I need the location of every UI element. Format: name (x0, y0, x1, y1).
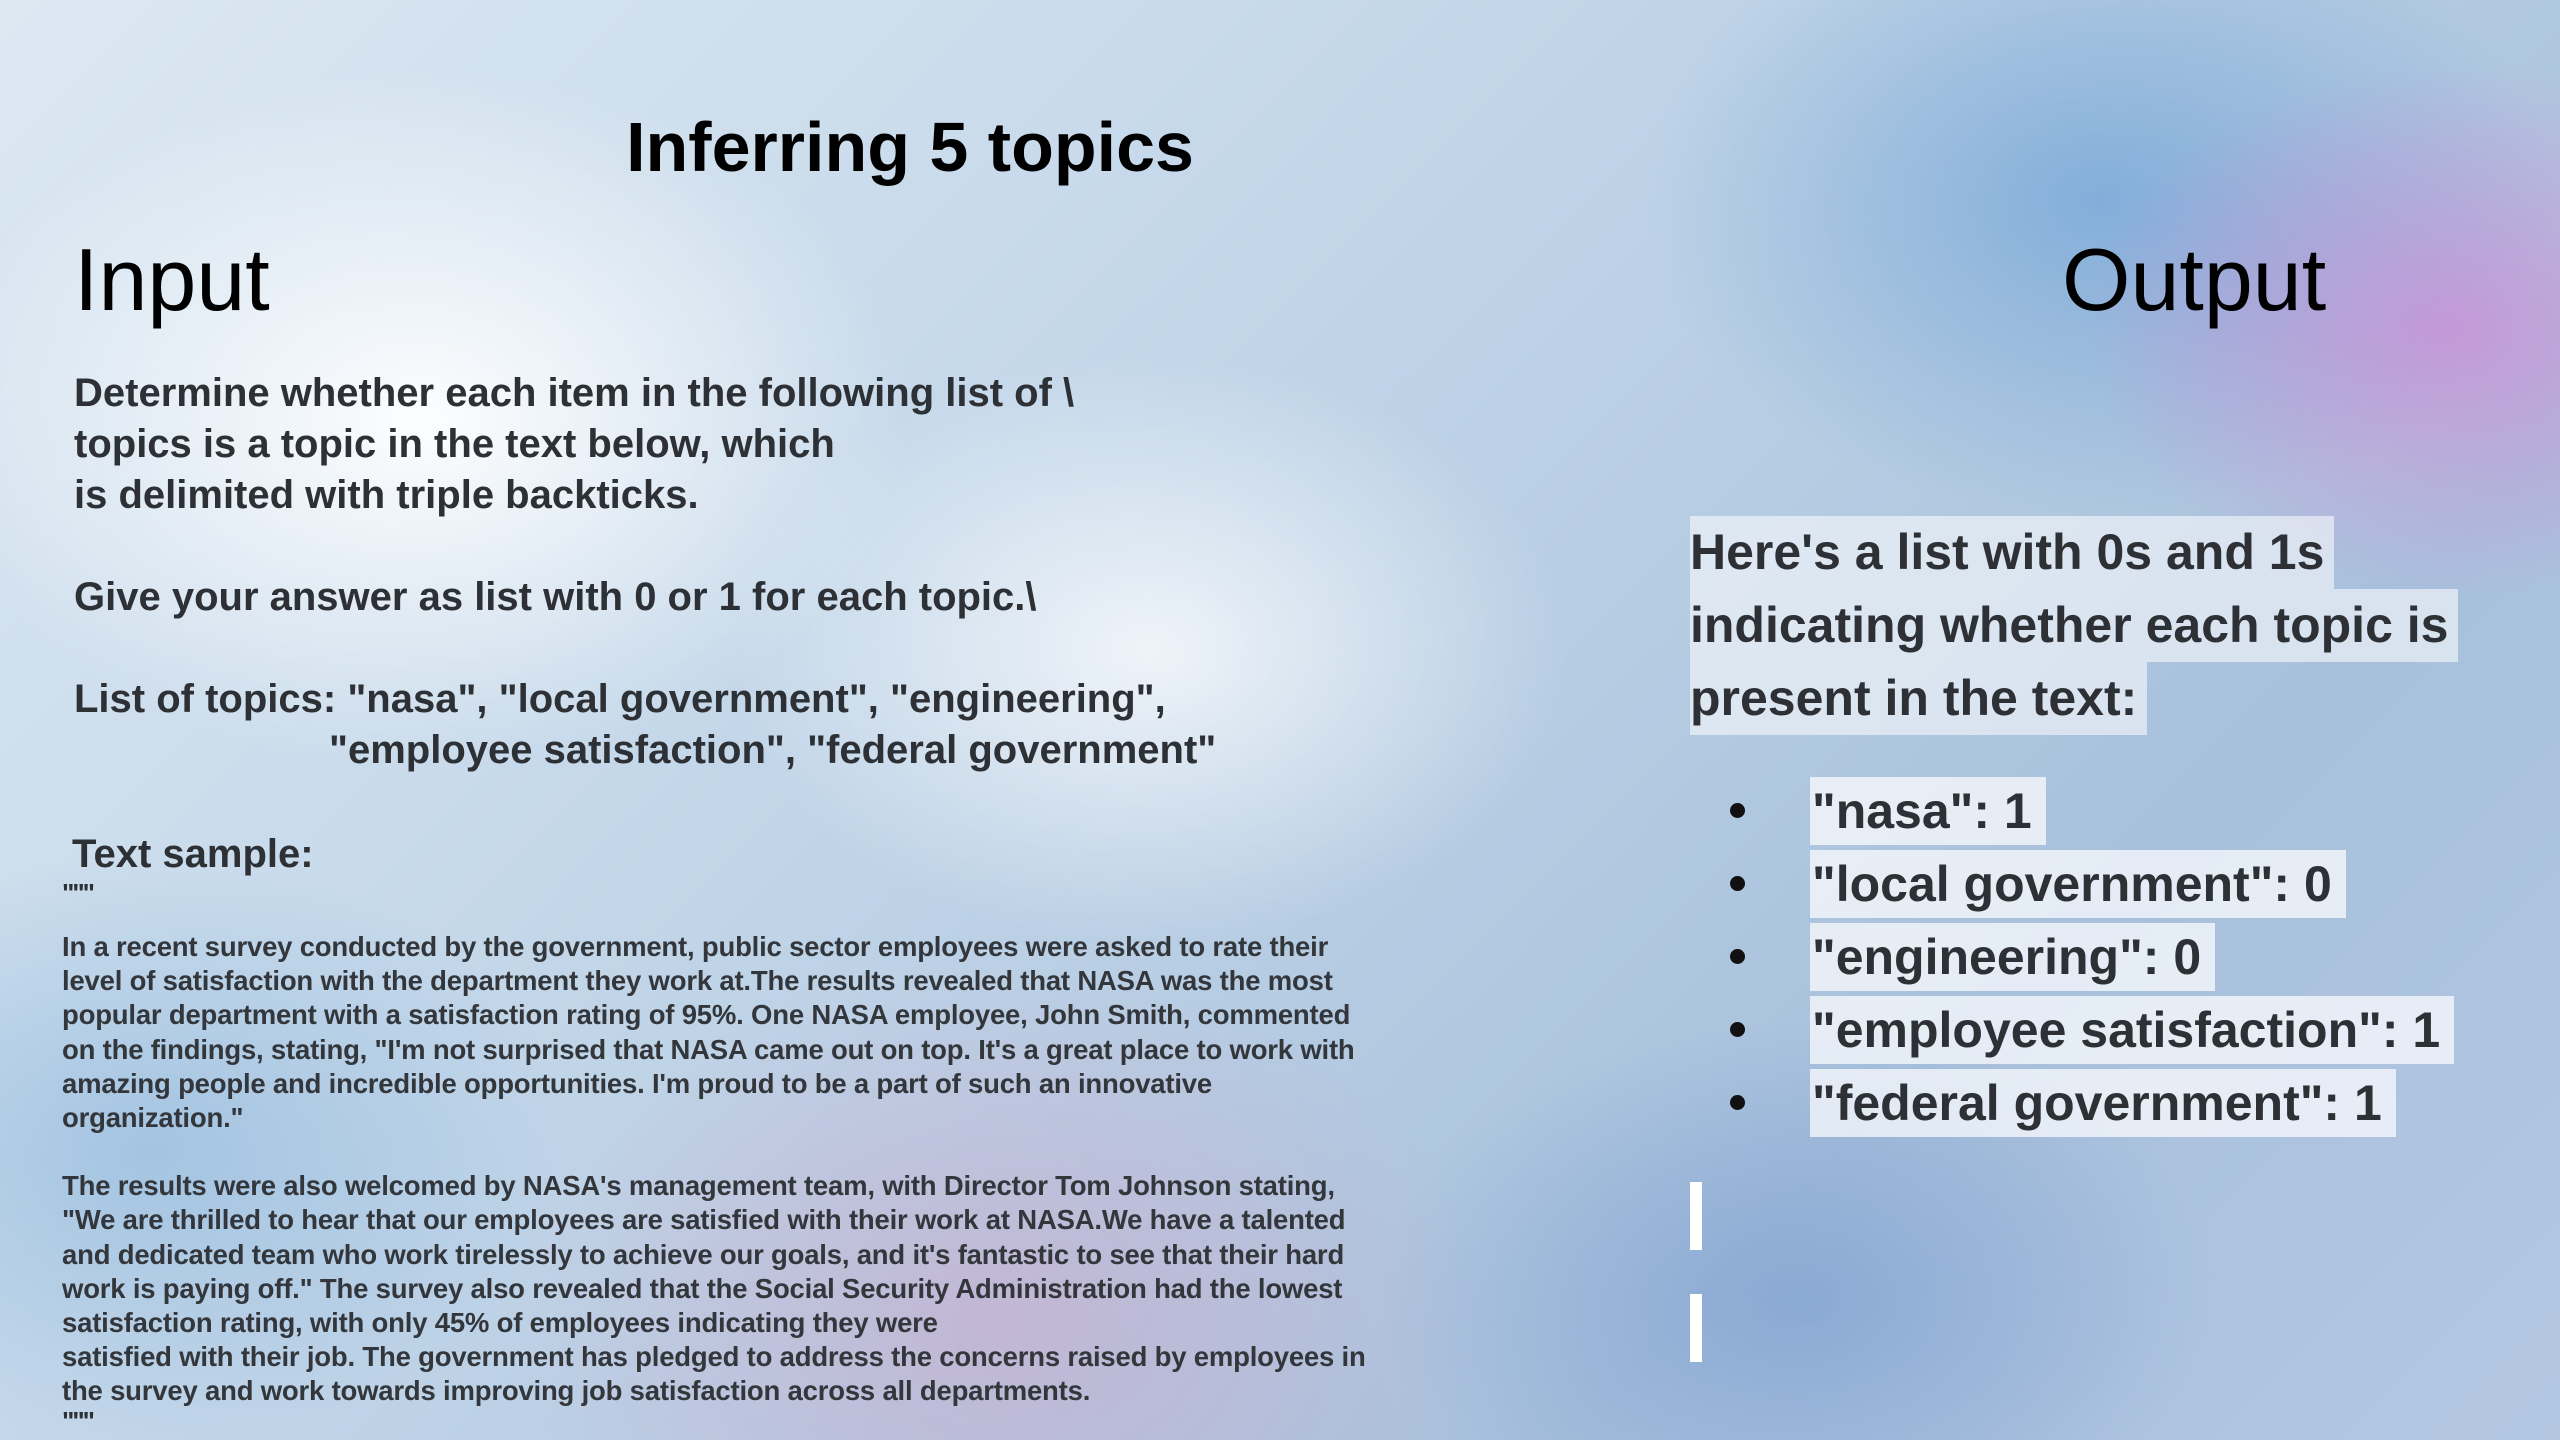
output-intro-line: Here's a list with 0s and 1s (1690, 516, 2334, 589)
list-item (1730, 993, 2454, 1066)
slide-title: Inferring 5 topics (626, 108, 1194, 186)
topic-result: "engineering": 0 (1810, 923, 2215, 991)
bullet-icon (1730, 803, 1745, 818)
list-item (1730, 774, 2454, 847)
input-heading: Input (74, 230, 270, 329)
text-sample (62, 930, 1382, 1409)
list-item (1730, 847, 2454, 920)
prompt-instruction: Determine whether each item in the following list of \ topics is a topic in the text below, which is delimited with triple backticks. (74, 371, 1075, 517)
text-cursor-mark (1690, 1182, 1702, 1250)
output-intro (1690, 516, 2458, 735)
output-heading: Output (2062, 230, 2327, 329)
spacer (62, 1135, 1382, 1169)
bullet-icon (1730, 1022, 1745, 1037)
topics-label: List of topics: (74, 677, 348, 721)
sample-paragraph-1: In a recent survey conducted by the government, public sector employees were asked to rate their level of satisfaction with the department they work at.The results revealed that NASA was the most popular department with a satisfaction rating of 95%. One NASA employee, John Smith, commented on the findings, stating, "I'm not surprised that NASA came out on top. It's a great place to work with amazing people and incredible opportunities. I'm proud to be a part of such an innovative organization." (62, 931, 1355, 1134)
topic-result: "nasa": 1 (1810, 777, 2046, 845)
prompt-block (74, 368, 1374, 776)
bullet-icon (1730, 949, 1745, 964)
spacer (74, 521, 1374, 572)
output-intro-line: present in the text: (1690, 662, 2147, 735)
topics-row (74, 674, 1374, 725)
quote-close-delimiter: """ (62, 1406, 93, 1436)
text-cursor-mark (1690, 1294, 1702, 1362)
topics-line-2: "employee satisfaction", "federal government" (329, 728, 1217, 772)
topic-result: "employee satisfaction": 1 (1810, 996, 2454, 1064)
spacer (74, 623, 1374, 674)
quote-open-delimiter: """ (62, 878, 93, 908)
sample-paragraph-2: The results were also welcomed by NASA's management team, with Director Tom Johnson stating, "We are thrilled to hear that our employees are satisfied with their work at NASA.We have a talented and dedicated team who work tirelessly to achieve our goals, and it's fantastic to see that their hard work is paying off." The survey also revealed that the Social Security Administration had the lowest satisfaction rating, with only 45% of employees indicating they were satisfied with their job. The government has pledged to address the concerns raised by employees in the survey and work towards improving job satisfaction across all departments. (62, 1170, 1366, 1407)
text-sample-label: Text sample: (72, 832, 314, 876)
topic-result: "federal government": 1 (1810, 1069, 2396, 1137)
bullet-icon (1730, 1095, 1745, 1110)
topic-result: "local government": 0 (1810, 850, 2346, 918)
prompt-answer-format: Give your answer as list with 0 or 1 for each topic.\ (74, 575, 1037, 619)
list-item (1730, 1066, 2454, 1139)
list-item (1730, 920, 2454, 993)
output-intro-line: indicating whether each topic is (1690, 589, 2458, 662)
topics-line-1: "nasa", "local government", "engineering", (347, 677, 1166, 721)
output-topic-list (1730, 774, 2454, 1139)
bullet-icon (1730, 876, 1745, 891)
